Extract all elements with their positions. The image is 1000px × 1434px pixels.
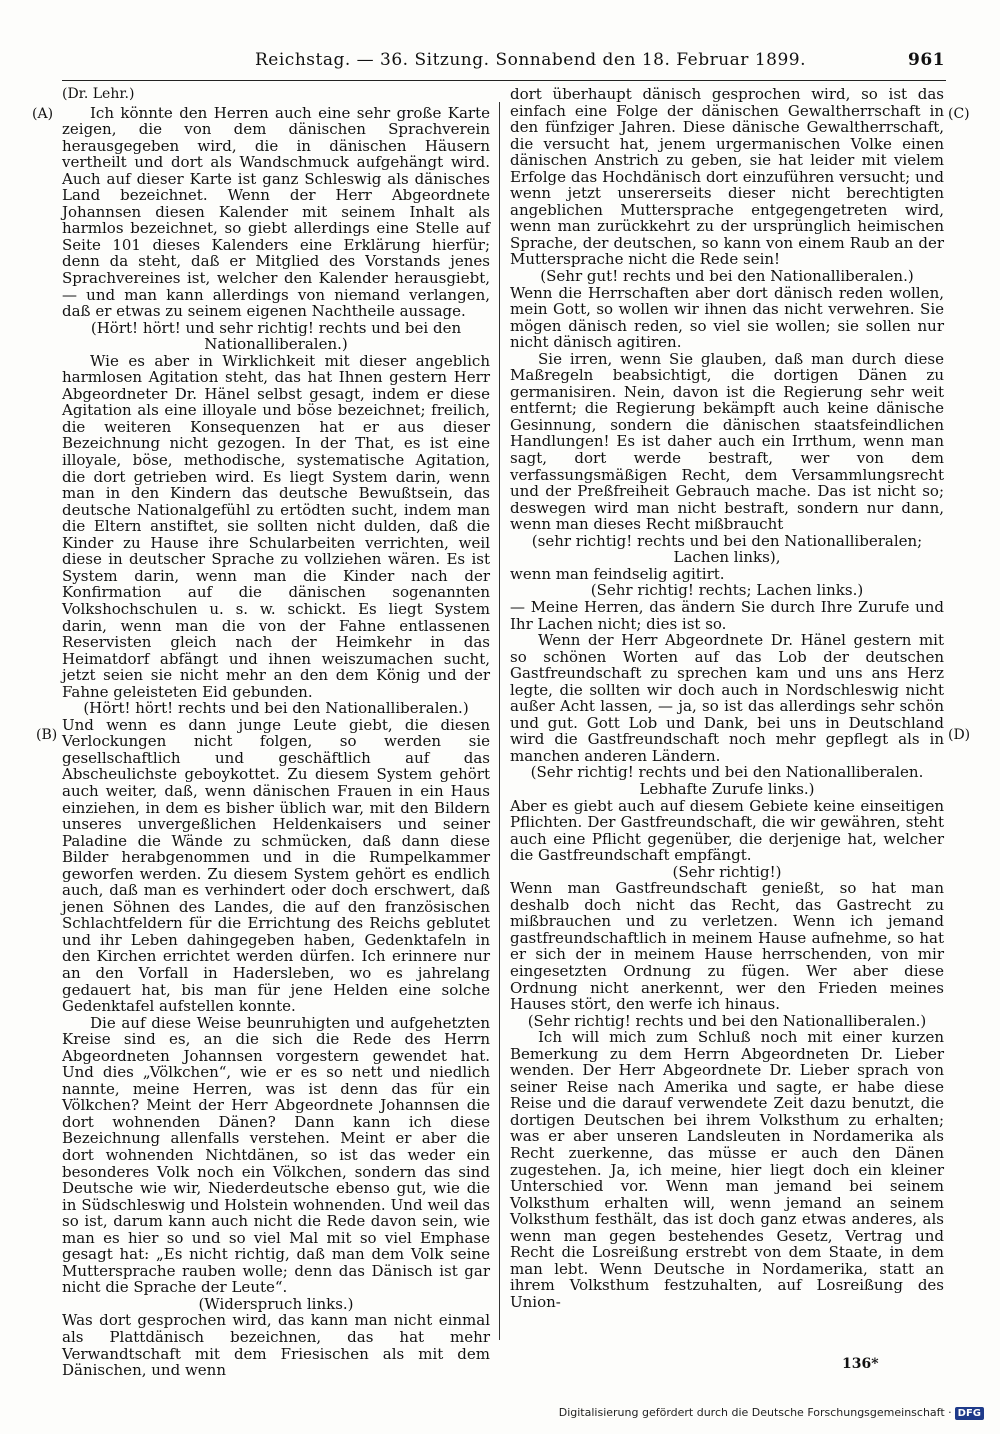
paragraph: Und wenn es dann junge Leute giebt, die diesen Verlockungen nicht folgen, so werden sie gesellschaftlich und geschäftlich auf das Abscheulichste geboykottet. Zu diesem System gehört auch weiter, daß, wenn dänischen Frauen in ein Haus einziehen, in dem es bisher üblich war, mit den Bildern unseres unvergeßlichen Heldenkaisers und seiner Paladine die Wände zu schmücken, daß dann diese Bilder herabgenommen und in die Rumpelkammer geworfen werden. Zu diesem System gehört es endlich auch, daß man es verhindert oder doch erschwert, daß jenen Söhnen des Landes, die auf den französischen Schlachtfeldern für die Errichtung des Reichs geblutet und ihr Leben dahingegeben haben, Gedenktafeln in den Kirchen errichtet werden dürfen. Ich erinnere nur an den Vorfall in Hadersleben, wo es jahrelang gedauert hat, bis man für jene Helden eine solche Gedenktafel aufstellen konnte. (62, 715, 490, 1016)
margin-marker-d: (D) (948, 727, 971, 743)
paragraph: Die auf diese Weise beunruhigten und aufgehetzten Kreise sind es, an die sich die Rede des Herrn Abgeordneten Johannsen vorgestern gewendet hat. Und dies „Völkchen“, wie er es so nett und niedlich nannte, meine Herren, was ist denn das für ein Völkchen? Meint der Herr Abgeordnete Johannsen die dort wohnenden Dänen? Dann kann ich diese Bezeichnung allenfalls verstehen. Meint er aber die dort wohnenden Nichtdänen, so ist das weder ein besonderes Volk noch ein Völkchen, sondern das sind Deutsche wie wir, Niederdeutsche ebenso gut, wie die in Südschleswig und Holstein wohnenden. Und weil das so ist, darum kann auch nicht die Rede davon sein, wie man es hier so und so viel Mal mit so viel Emphase gesagt hat: „Es nicht richtig, daß man dem Volk seine Muttersprache rauben wolle; denn das Dänisch ist gar nicht die Sprache der Leute“. (62, 1013, 490, 1297)
paragraph: Wenn der Herr Abgeordnete Dr. Hänel gestern mit so schönen Worten auf das Lob der deutschen Gastfreundschaft zu sprechen kam und uns ans Herz legte, die sollten wir doch auch in Nordschleswig nicht außer Acht lassen, — ja, so ist das allerdings sehr schön und gut. Gott Lob und Dank, bei uns in Deutschland wird die Gastfreundschaft noch mehr gepflegt als in manchen anderen Ländern. (510, 631, 944, 765)
paragraph: dort überhaupt dänisch gesprochen wird, so ist das einfach eine Folge der dänischen Gewaltherrschaft in den fünfziger Jahren. Diese dänische Gewaltherrschaft, die versucht hat, jenem urgermanischen Volke einen dänischen Anstrich zu geben, sie hat leider mit vielem Erfolge das Hochdänisch dort einzuführen versucht; und wenn jetzt unsererseits dieser nicht berechtigten angeblichen Muttersprache entgegengetreten wird, wenn man zurückkehrt zu der ursprünglich heimischen Sprache, der deutschen, so kann von einem Raub an der Muttersprache nicht die Rede sein! (510, 85, 944, 269)
page-number: 961 (908, 50, 945, 70)
interjection: (sehr richtig! rechts und bei den Nationalliberalen; Lachen links), (531, 531, 923, 567)
paragraph: wenn man feindselig agitirt. (510, 564, 725, 583)
margin-marker-a: (A) (32, 106, 54, 122)
interjection: (Sehr richtig! rechts; Lachen links.) (590, 581, 864, 600)
interjection: (Sehr gut! rechts und bei den Nationalliberalen.) (540, 267, 914, 286)
interjection: (Hört! hört! rechts und bei den Nationalliberalen.) (83, 699, 469, 718)
signature-mark: 136* (842, 1356, 879, 1372)
paragraph: Ich könnte den Herren auch eine sehr große Karte zeigen, die von dem dänischen Sprachverein herausgegeben wird, die in dänischen Häusern vertheilt und dort als Wandschmuck aufgehängt wird. Auch auf dieser Karte ist ganz Schleswig als dänisches Land bezeichnet. Wenn der Herr Abgeordnete Johannsen diesen Kalender mit seinem Inhalt als harmlos bezeichnet, so giebt allerdings eine Stelle auf Seite 101 dieses Kalenders eine Erklärung hierfür; denn da steht, daß er Mitglied des Vorstands jenes Sprachvereines ist, welcher den Kalender herausgiebt, — und man kann allerdings von niemand verlangen, daß er etwas zu seinem eigenen Nachtheile aussage. (62, 103, 490, 321)
column-divider (499, 102, 500, 1340)
interjection: (Hört! hört! und sehr richtig! rechts und bei den Nationalliberalen.) (90, 318, 462, 354)
left-column (62, 86, 490, 1380)
paragraph: Aber es giebt auch auf diesem Gebiete keine einseitigen Pflichten. Der Gastfreundschaft, die wir gewähren, steht auch eine Pflicht gegenüber, die derjenige hat, welcher die Gastfreundschaft empfängt. (510, 796, 944, 865)
speaker-label: (Dr. Lehr.) (62, 86, 135, 102)
paragraph: Was dort gesprochen wird, das kann man nicht einmal als Plattdänisch bezeichnen, das hat mehr Verwandtschaft mit dem Friesischen als mit dem Dänischen, und wenn (62, 1311, 490, 1380)
header-rule (62, 80, 946, 81)
footer-credit: Digitalisierung gefördert durch die Deutsche Forschungsgemeinschaft · (558, 1406, 952, 1419)
interjection: (Sehr richtig! rechts und bei den Nationalliberalen.) (527, 1011, 927, 1030)
interjection: (Sehr richtig! rechts und bei den Nationalliberalen. Lebhafte Zurufe links.) (530, 763, 924, 798)
interjection: (Sehr richtig!) (672, 862, 782, 881)
footer (559, 1406, 984, 1420)
page-header (255, 50, 945, 76)
interjection: (Widerspruch links.) (198, 1294, 354, 1313)
paragraph: Ich will mich zum Schluß noch mit einer kurzen Bemerkung zu dem Herrn Abgeordneten Dr. Lieber wenden. Der Herr Abgeordnete Dr. Lieber sprach von seiner Reise nach Amerika und sagte, er habe diese Reise und die darauf verwendete Zeit dazu benutzt, die dortigen Deutschen bei ihrem Volksthum zu erhalten; was er aber unseren Landsleuten in Nordamerika als Recht zuerkenne, das müsse er auch den Dänen zugestehen. Ja, ich meine, hier liegt doch ein kleiner Unterschied vor. Wenn man jemand bei seinem Volksthum erhalten will, wenn jemand an seinem Volksthum festhält, das ist doch ganz etwas anderes, als wenn man gegen bestehendes Gesetz, Vertrag und Recht die Losreißung erstrebt von dem Staate, in dem man lebt. Wenn Deutsche in Nordamerika, statt an ihrem Volksthum festzuhalten, auf Losreißung des Union- (510, 1028, 944, 1311)
margin-marker-b: (B) (36, 727, 58, 743)
paragraph: Wenn die Herrschaften aber dort dänisch reden wollen, mein Gott, so wollen wir ihnen das nicht verwehren. Sie mögen dänisch reden, so viel sie wollen; sie sollen nur nicht dänisch agitiren. (510, 283, 944, 352)
paragraph: Wie es aber in Wirklichkeit mit dieser angeblich harmlosen Agitation steht, das hat Ihnen gestern Herr Abgeordneter Dr. Hänel selbst gesagt, indem er diese Agitation als eine illoyale und böse bezeichnet; freilich, die weiteren Konsequenzen hat er aus dieser Bezeichnung nicht gezogen. In der That, es ist eine illoyale, böse, methodische, systematische Agitation, die dort getrieben wird. Es liegt System darin, wenn man in den Kindern das deutsche Bewußtsein, das deutsche Nationalgefühl zu ertödten sucht, indem man die Eltern anstiftet, sie sollten nicht dulden, daß die Kinder zu Hause ihre Schularbeiten verrichten, weil diese in deutscher Sprache zu vollziehen wären. Es ist System darin, wenn man die Kinder nach der Konfirmation auf die dänischen sogenannten Volkshochschulen u. s. w. schickt. Es liegt System darin, wenn man die von der Fahne entlassenen Reservisten gleich nach der Heimkehr in das Heimatdorf abfängt und ihnen weiszumachen sucht, jetzt seien sie nicht mehr an den dem König und der Fahne geleisteten Eid gebunden. (62, 351, 490, 701)
paragraph: — Meine Herren, das ändern Sie durch Ihre Zurufe und Ihr Lachen nicht; dies ist so. (510, 597, 944, 633)
running-head: Reichstag. — 36. Sitzung. Sonnabend den 18. Februar 1899. (255, 50, 806, 70)
paragraph: Sie irren, wenn Sie glauben, daß man durch diese Maßregeln beabsichtigt, die dortigen Dänen zu germanisiren. Nein, davon ist die Regierung sehr weit entfernt; die Regierung bekämpft auch keine dänische Gesinnung, sondern die dänischen staatsfeindlichen Handlungen! Es ist daher auch ein Irrthum, wenn man sagt, dort werde bestraft, wer von dem verfassungsmäßigen Recht, dem Versammlungsrecht und der Preßfreiheit Gebrauch mache. Das ist nicht so; deswegen wird man nicht bestraft, sondern nur dann, wenn man dieses Recht mißbraucht (510, 349, 944, 534)
paragraph: Wenn man Gastfreundschaft genießt, so hat man deshalb doch nicht das Recht, das Gastrecht zu mißbrauchen und zu verletzen. Wenn ich jemand gastfreundschaftlich in meinem Hause aufnehme, so hat er sich der in meinem Hause herrschenden, von mir eingesetzten Ordnung zu fügen. Wer aber diese Ordnung nicht anerkennt, wer den Frieden meines Hauses stört, den werfe ich hinaus. (510, 879, 944, 1014)
dfg-logo: DFG (955, 1407, 984, 1420)
margin-marker-c: (C) (948, 106, 970, 122)
right-column (510, 86, 944, 1368)
